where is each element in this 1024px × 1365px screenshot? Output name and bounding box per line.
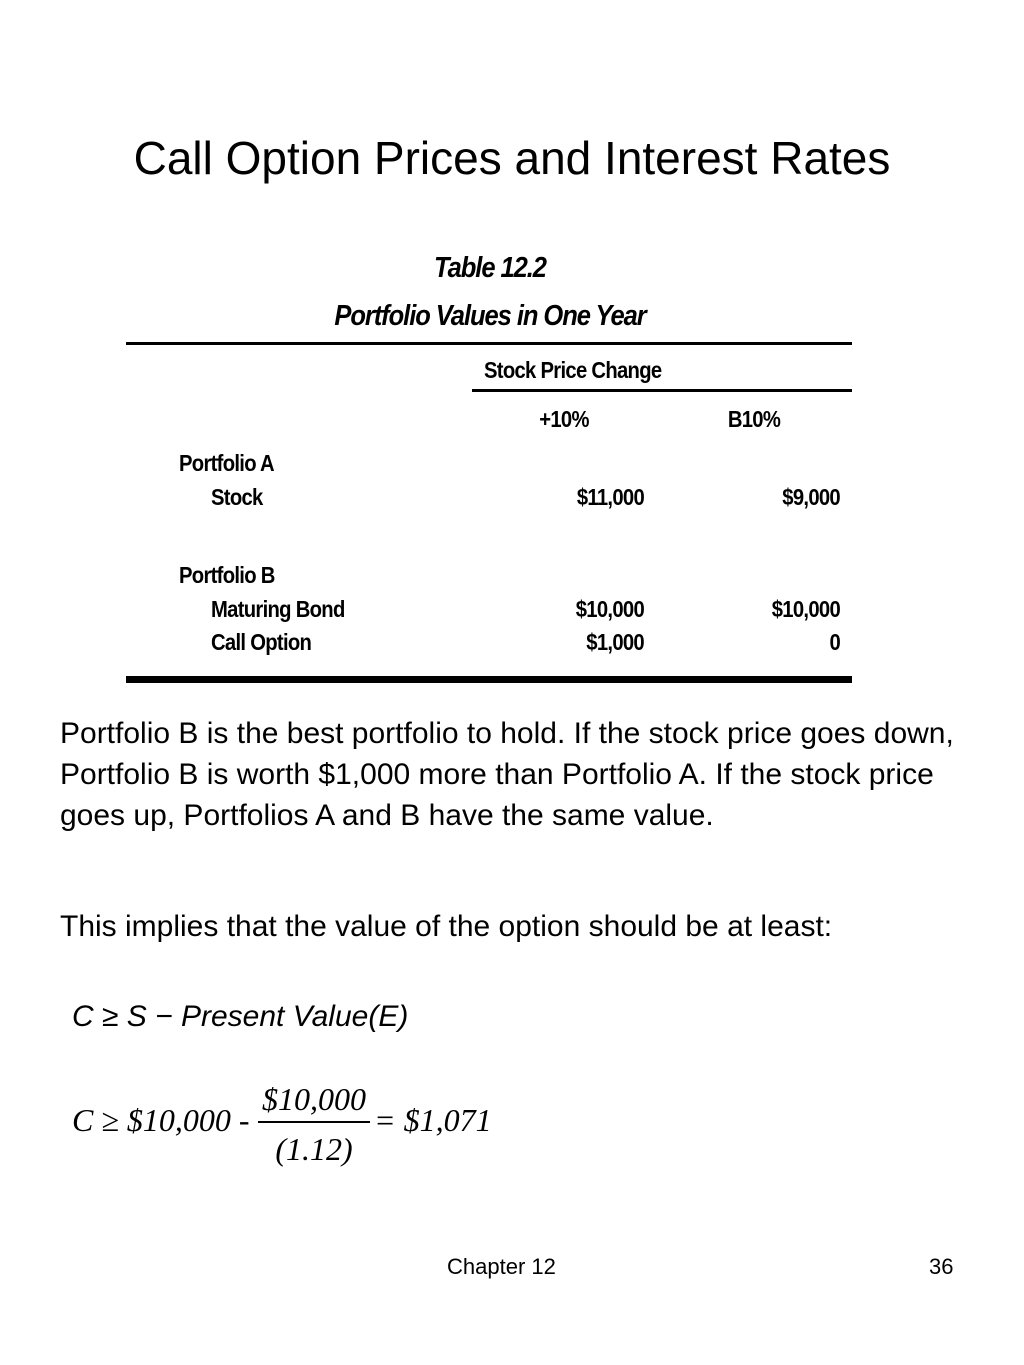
cell-call-up: $1,000 [586, 629, 644, 655]
table-caption-title: Portfolio Values in One Year [334, 300, 646, 332]
row-label-maturing-bond: Maturing Bond [211, 596, 345, 622]
portfolio-a-label: Portfolio A [179, 450, 274, 476]
row-label-call-option: Call Option [211, 629, 312, 655]
page-title: Call Option Prices and Interest Rates [133, 132, 891, 184]
formula-rhs: = $1,071 [374, 1102, 492, 1138]
footer-page-number: 36 [929, 1254, 954, 1279]
table-bottom-rule [126, 676, 852, 683]
formula-numerator: $10,000 [262, 1081, 366, 1117]
table-caption-number: Table 12.2 [434, 252, 546, 284]
column-header-up: +10% [539, 406, 589, 432]
group-header-rule [472, 389, 852, 392]
table-top-rule [126, 342, 852, 345]
cell-call-down: 0 [829, 629, 840, 655]
cell-stock-down: $9,000 [782, 484, 840, 510]
cell-stock-up: $11,000 [576, 484, 644, 510]
cell-bond-down: $10,000 [771, 596, 840, 622]
row-label-stock: Stock [211, 484, 263, 510]
implication-paragraph: This implies that the value of the option should be at least: [60, 910, 833, 943]
explanation-paragraph: Portfolio B is the best portfolio to hold. If the stock price goes down, Portfolio B is worth $1,000 more than Portfolio A. If the stock price goes up, Portfolios A and B have the same value. [60, 717, 954, 832]
group-header-stock-price-change: Stock Price Change [484, 357, 662, 383]
formula-lhs: C ≥ $10,000 - [72, 1102, 250, 1138]
column-header-down: B10% [727, 406, 781, 432]
cell-bond-up: $10,000 [575, 596, 644, 622]
formula-denominator: (1.12) [275, 1131, 353, 1167]
inequality-formula: C ≥ S − Present Value(E) [72, 1000, 409, 1033]
footer-chapter: Chapter 12 [447, 1254, 556, 1279]
portfolio-b-label: Portfolio B [179, 562, 275, 588]
fraction-bar [258, 1121, 370, 1123]
